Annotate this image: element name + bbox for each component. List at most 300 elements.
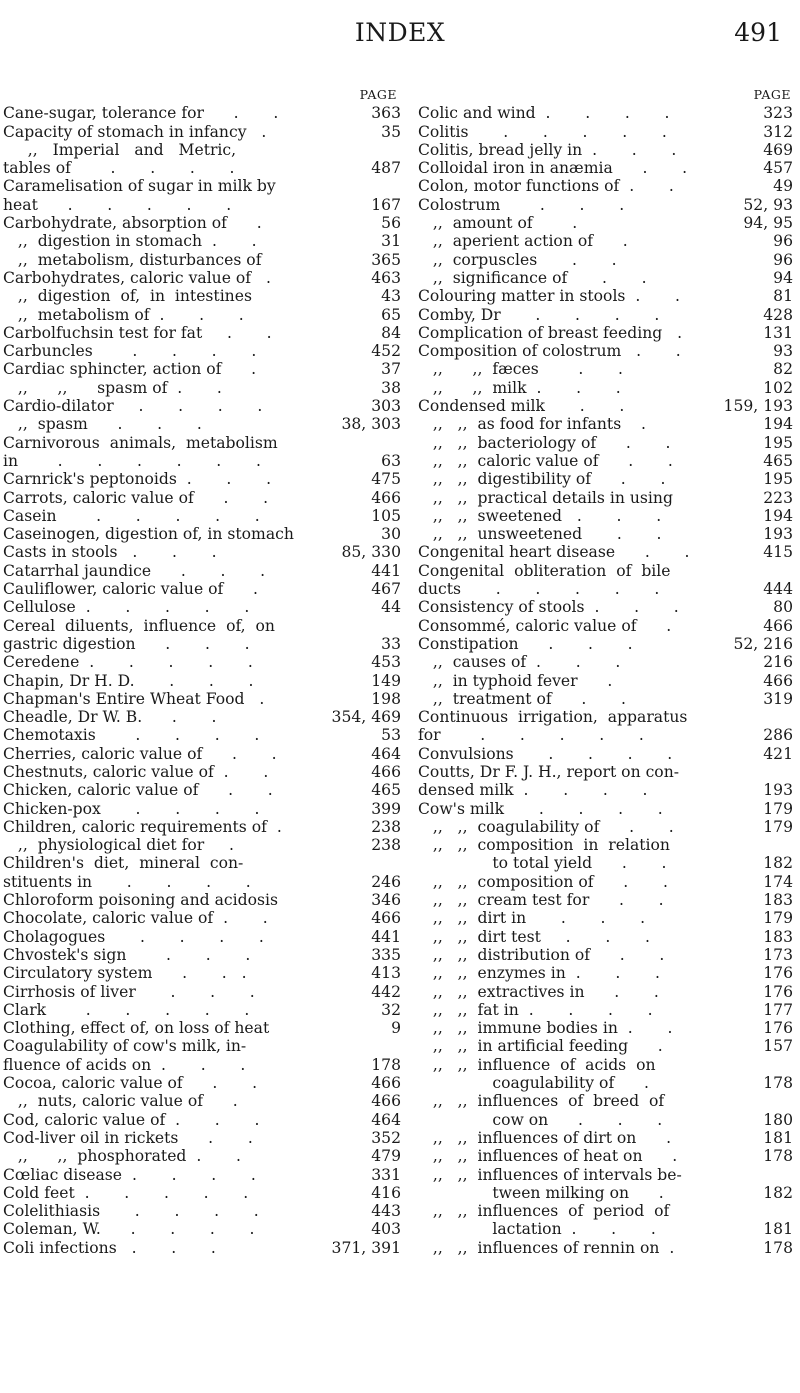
index-entry-term: for . . . . . — [418, 726, 644, 745]
index-entry — [418, 598, 793, 616]
index-entry-term: ,, ,, extractives in . . — [418, 982, 659, 1001]
index-entry-pages: 363 — [371, 104, 401, 123]
index-entry-term: Congenital obliteration of bile — [418, 561, 671, 580]
index-entry — [3, 1129, 401, 1147]
index-entry-pages: 319 — [763, 689, 793, 708]
index-entry-pages: 335 — [371, 945, 401, 964]
index-entry-term: Coleman, W. . . . . — [3, 1220, 255, 1239]
index-entry-term: Cardio-dilator . . . . — [3, 397, 263, 416]
index-entry — [418, 1111, 793, 1129]
index-entry-pages: 178 — [763, 1238, 793, 1257]
index-entry-term: ,, nuts, caloric value of . — [3, 1092, 238, 1111]
index-entry-term: Cod-liver oil in rickets . . — [3, 1128, 253, 1147]
index-entry-pages: 303 — [371, 397, 401, 416]
index-entry-term: Complication of breast feeding . — [418, 323, 683, 342]
index-entry-term: Carnivorous animals, metabolism — [3, 433, 278, 452]
index-entry-pages: 195 — [763, 470, 793, 489]
index-entry-term: Cœliac disease . . . . — [3, 1165, 256, 1184]
index-entry-term: Chicken, caloric value of . . — [3, 781, 273, 800]
index-entry-term: ,, metabolism, disturbances of — [3, 250, 262, 269]
page-column-heading: PAGE — [359, 87, 397, 102]
index-entry-pages: 465 — [763, 451, 793, 470]
index-entry — [418, 1056, 793, 1074]
index-entry — [3, 141, 401, 159]
index-entry — [418, 617, 793, 635]
index-entry — [418, 1220, 793, 1238]
index-entry-term: Chicken-pox . . . . — [3, 799, 260, 818]
index-entry-pages: 96 — [773, 250, 793, 269]
index-entry — [3, 104, 401, 122]
index-entry-term: ,, ,, composition of . . — [418, 872, 668, 891]
index-entry-term: ducts . . . . . — [418, 580, 660, 599]
index-entry — [3, 269, 401, 287]
index-entry-term: Children's diet, mineral con- — [3, 854, 244, 873]
index-entry-term: Consistency of stools . . . — [418, 598, 679, 617]
index-entry — [3, 177, 401, 195]
index-entry — [418, 635, 793, 653]
index-entry — [3, 525, 401, 543]
index-entry-term: ,, ,, dirt in . . . — [418, 909, 646, 928]
index-entry — [418, 470, 793, 488]
index-entry — [3, 1184, 401, 1202]
index-entry-term: ,, ,, enzymes in . . . — [418, 964, 660, 983]
index-entry-pages: 475 — [371, 470, 401, 489]
index-entry — [418, 1129, 793, 1147]
index-entry-pages: 194 — [763, 415, 793, 434]
index-entry-term: Condensed milk . . — [418, 397, 625, 416]
index-entry-term: Chloroform poisoning and acidosis — [3, 891, 278, 910]
index-entry-term: ,, ,, phosphorated . . — [3, 1147, 241, 1166]
index-entry-pages: 178 — [371, 1055, 401, 1074]
index-entry-pages: 176 — [763, 964, 793, 983]
index-entry — [418, 525, 793, 543]
index-entry — [418, 836, 793, 854]
index-entry-pages: 159, 193 — [723, 397, 793, 416]
index-entry-term: ,, Imperial and Metric, — [3, 140, 237, 159]
index-entry — [418, 306, 793, 324]
index-entry-term: Coutts, Dr F. J. H., report on con- — [418, 762, 680, 781]
index-entry-term: Children, caloric requirements of . — [3, 817, 282, 836]
index-entry-pages: 38 — [381, 378, 401, 397]
index-entry — [3, 1092, 401, 1110]
index-entry — [3, 672, 401, 690]
index-entry — [3, 653, 401, 671]
index-entry — [418, 214, 793, 232]
index-entry-pages: 371, 391 — [331, 1238, 401, 1257]
index-entry — [3, 1202, 401, 1220]
index-entry — [418, 379, 793, 397]
index-entry-term: Cane-sugar, tolerance for . . — [3, 104, 279, 123]
index-entry-pages: 33 — [381, 634, 401, 653]
index-entry — [3, 306, 401, 324]
index-entry-pages: 182 — [763, 854, 793, 873]
index-entry-pages: 466 — [371, 488, 401, 507]
index-entry-term: Catarrhal jaundice . . . — [3, 561, 266, 580]
index-entry — [418, 800, 793, 818]
index-entry — [418, 360, 793, 378]
index-entry-term: ,, corpuscles . . — [418, 250, 617, 269]
index-entry — [418, 1001, 793, 1019]
index-entry — [418, 818, 793, 836]
index-entry — [418, 415, 793, 433]
index-entry-pages: 487 — [371, 159, 401, 178]
index-entry — [3, 635, 401, 653]
index-entry — [418, 159, 793, 177]
index-entry-pages: 81 — [773, 287, 793, 306]
index-entry-pages: 174 — [763, 872, 793, 891]
index-entry — [3, 598, 401, 616]
index-entry-pages: 452 — [371, 342, 401, 361]
index-entry — [3, 470, 401, 488]
index-entry — [418, 489, 793, 507]
index-entry — [3, 781, 401, 799]
index-entry — [3, 983, 401, 1001]
index-entry — [418, 104, 793, 122]
index-entry-term: ,, ,, as food for infants . — [418, 415, 646, 434]
index-entry-pages: 194 — [763, 506, 793, 525]
index-entry-term: ,, ,, immune bodies in . . — [418, 1019, 673, 1038]
index-entry-pages: 183 — [763, 891, 793, 910]
index-entry — [418, 1147, 793, 1165]
index-entry-term: stituents in . . . . — [3, 872, 251, 891]
index-entry-term: Chocolate, caloric value of . . — [3, 909, 268, 928]
index-entry — [418, 946, 793, 964]
index-entry-pages: 352 — [371, 1128, 401, 1147]
index-entry-pages: 466 — [371, 1074, 401, 1093]
index-entry-pages: 463 — [371, 268, 401, 287]
index-entry — [3, 964, 401, 982]
index-entry — [3, 690, 401, 708]
index-entry-pages: 193 — [763, 781, 793, 800]
index-entry-pages: 180 — [763, 1110, 793, 1129]
index-entry-term: Colic and wind . . . . — [418, 104, 670, 123]
index-entry — [3, 251, 401, 269]
index-entry-term: ,, digestion of, in intestines — [3, 287, 252, 306]
index-entry — [3, 507, 401, 525]
index-entry-pages: 94 — [773, 268, 793, 287]
index-entry-term: ,, ,, fæces . . — [418, 360, 624, 379]
index-entry-pages: 102 — [763, 378, 793, 397]
index-entry-term: ,, physiological diet for . — [3, 836, 235, 855]
index-entry-term: Continuous irrigation, apparatus — [418, 708, 688, 727]
index-entry-pages: 346 — [371, 891, 401, 910]
index-entry — [418, 287, 793, 305]
index-entry — [418, 232, 793, 250]
index-entry — [418, 1239, 793, 1257]
index-entry-pages: 403 — [371, 1220, 401, 1239]
index-entry-pages: 457 — [763, 159, 793, 178]
index-entry — [3, 1147, 401, 1165]
index-entry-pages: 176 — [763, 982, 793, 1001]
index-entry — [3, 1166, 401, 1184]
index-entry — [3, 214, 401, 232]
index-entry-pages: 85, 330 — [341, 543, 401, 562]
index-entry — [3, 745, 401, 763]
index-entry-term: Carbohydrate, absorption of . — [3, 214, 262, 233]
index-entry-term: Caramelisation of sugar in milk by — [3, 177, 276, 196]
index-entry — [3, 232, 401, 250]
index-entry-pages: 37 — [381, 360, 401, 379]
index-entry-pages: 421 — [763, 744, 793, 763]
index-entry-pages: 413 — [371, 964, 401, 983]
index-entry-term: Colelithiasis . . . . — [3, 1202, 259, 1221]
index-entry-pages: 331 — [371, 1165, 401, 1184]
index-entry-term: ,, ,, bacteriology of . . — [418, 433, 671, 452]
index-entry — [418, 873, 793, 891]
index-entry — [3, 580, 401, 598]
index-entry-pages: 312 — [763, 122, 793, 141]
index-entry-pages: 428 — [763, 305, 793, 324]
index-entry-term: Clark . . . . . — [3, 1000, 250, 1019]
index-entry-term: ,, treatment of . . — [418, 689, 627, 708]
index-entry — [3, 397, 401, 415]
index-entry-pages: 9 — [391, 1019, 401, 1038]
index-entry-term: ,, ,, influences of heat on . — [418, 1147, 678, 1166]
index-entry — [418, 342, 793, 360]
index-entry-term: Colouring matter in stools . . — [418, 287, 680, 306]
index-entry — [3, 342, 401, 360]
index-entry-pages: 105 — [371, 506, 401, 525]
index-entry-term: ,, ,, cream test for . . — [418, 891, 664, 910]
index-entry-term: Circulatory system . . . — [3, 964, 247, 983]
index-entry-pages: 65 — [381, 305, 401, 324]
index-entry-pages: 181 — [763, 1128, 793, 1147]
index-entry — [418, 141, 793, 159]
index-entry-term: ,, ,, influences of breed of — [418, 1092, 665, 1111]
index-entry-pages: 238 — [371, 836, 401, 855]
index-entry — [3, 1056, 401, 1074]
index-entry-term: Caseinogen, digestion of, in stomach — [3, 525, 294, 544]
index-entry — [418, 708, 793, 726]
index-entry-pages: 149 — [371, 671, 401, 690]
index-entry — [418, 251, 793, 269]
index-entry — [418, 324, 793, 342]
index-entry — [418, 397, 793, 415]
index-entry-pages: 443 — [371, 1202, 401, 1221]
index-entry-term: Chemotaxis . . . . — [3, 726, 260, 745]
index-entry-term: Ceredene . . . . . — [3, 653, 253, 672]
index-entry — [3, 1074, 401, 1092]
index-entry-term: tween milking on . — [418, 1183, 664, 1202]
index-entry — [3, 708, 401, 726]
index-entry-pages: 246 — [371, 872, 401, 891]
index-entry — [418, 452, 793, 470]
index-entry — [3, 763, 401, 781]
index-entry-pages: 466 — [763, 671, 793, 690]
index-entry — [418, 928, 793, 946]
index-entry — [3, 854, 401, 872]
index-entry-term: Cod, caloric value of . . . — [3, 1110, 260, 1129]
index-entry — [3, 1001, 401, 1019]
index-entry-term: Comby, Dr . . . . — [418, 305, 660, 324]
index-entry-term: ,, ,, sweetened . . . — [418, 506, 662, 525]
index-entry-term: gastric digestion . . . — [3, 634, 250, 653]
index-entry-pages: 193 — [763, 525, 793, 544]
index-entry — [418, 123, 793, 141]
index-entry-pages: 49 — [773, 177, 793, 196]
index-entry-term: to total yield . . — [418, 854, 667, 873]
index-entry-pages: 82 — [773, 360, 793, 379]
index-entry-term: ,, ,, influences of period of — [418, 1202, 670, 1221]
index-entry-term: ,, ,, practical details in using — [418, 488, 673, 507]
index-entry — [3, 489, 401, 507]
index-entry — [418, 690, 793, 708]
index-entry-term: ,, ,, in artificial feeding . — [418, 1037, 663, 1056]
index-entry — [418, 580, 793, 598]
index-entry — [418, 434, 793, 452]
index-entry — [418, 1202, 793, 1220]
index-entry-pages: 467 — [371, 580, 401, 599]
index-entry — [3, 434, 401, 452]
page-column-heading: PAGE — [753, 87, 791, 102]
index-entry-term: ,, aperient action of . — [418, 232, 628, 251]
index-entry-term: Cauliflower, caloric value of . — [3, 580, 258, 599]
index-entry-pages: 173 — [763, 945, 793, 964]
index-entry — [3, 159, 401, 177]
index-entry-term: Casein . . . . . — [3, 506, 260, 525]
index-entry-term: lactation . . . — [418, 1220, 656, 1239]
index-entry-pages: 179 — [763, 799, 793, 818]
index-entry — [3, 1037, 401, 1055]
index-entry — [3, 415, 401, 433]
index-entry-pages: 38, 303 — [341, 415, 401, 434]
index-entry — [418, 543, 793, 561]
index-entry-pages: 469 — [763, 140, 793, 159]
index-entry-term: Carbohydrates, caloric value of . — [3, 268, 271, 287]
index-entry — [418, 653, 793, 671]
index-entry-term: ,, ,, fat in . . . . — [418, 1000, 653, 1019]
index-entry — [418, 1166, 793, 1184]
index-entry — [418, 672, 793, 690]
index-entry-term: Coagulability of cow's milk, in- — [3, 1037, 247, 1056]
index-entry-term: Colloidal iron in anæmia . . — [418, 159, 688, 178]
index-entry-term: ,, in typhoid fever . — [418, 671, 613, 690]
index-entry-pages: 178 — [763, 1074, 793, 1093]
index-entry-term: ,, ,, influences of rennin on . — [418, 1238, 675, 1257]
index-entry-term: Constipation . . . — [418, 634, 633, 653]
index-entry-term: ,, ,, influence of acids on — [418, 1055, 656, 1074]
index-entry — [3, 562, 401, 580]
index-entry — [3, 287, 401, 305]
index-entry — [3, 543, 401, 561]
index-entry-pages: 176 — [763, 1019, 793, 1038]
index-entry-term: ,, ,, influences of dirt on . — [418, 1128, 672, 1147]
index-entry-pages: 43 — [381, 287, 401, 306]
index-entry — [3, 452, 401, 470]
index-entry-term: ,, metabolism of . . . — [3, 305, 244, 324]
index-entry-pages: 465 — [371, 781, 401, 800]
index-entry-pages: 31 — [381, 232, 401, 251]
index-entry-term: Carbolfuchsin test for fat . . — [3, 323, 272, 342]
index-entry-pages: 179 — [763, 817, 793, 836]
index-entry-pages: 80 — [773, 598, 793, 617]
index-entry-pages: 238 — [371, 817, 401, 836]
index-entry — [3, 1220, 401, 1238]
index-entry-pages: 52, 93 — [743, 195, 793, 214]
index-entry-term: densed milk . . . . — [418, 781, 648, 800]
index-entry-pages: 365 — [371, 250, 401, 269]
index-entry-term: ,, ,, distribution of . . — [418, 945, 665, 964]
index-entry — [418, 507, 793, 525]
index-entry — [3, 360, 401, 378]
index-entry-term: Colitis . . . . . — [418, 122, 667, 141]
index-entry-pages: 181 — [763, 1220, 793, 1239]
index-entry — [418, 909, 793, 927]
index-entry — [418, 964, 793, 982]
index-entry-term: ,, ,, digestibility of . . — [418, 470, 666, 489]
index-entry-pages: 464 — [371, 1110, 401, 1129]
index-entry-pages: 94, 95 — [743, 214, 793, 233]
index-entry — [3, 123, 401, 141]
index-entry — [418, 983, 793, 1001]
index-entry — [3, 891, 401, 909]
index-entry-term: coagulability of . — [418, 1074, 649, 1093]
index-entry — [3, 946, 401, 964]
index-entry-term: Cardiac sphincter, action of . — [3, 360, 257, 379]
index-entry-term: ,, ,, composition in relation — [418, 836, 670, 855]
index-entry-pages: 198 — [371, 689, 401, 708]
index-entry — [418, 1037, 793, 1055]
index-entry-term: Cherries, caloric value of . . — [3, 744, 277, 763]
index-column-left — [3, 86, 401, 1257]
index-entry-pages: 30 — [381, 525, 401, 544]
index-entry — [418, 726, 793, 744]
index-entry-pages: 466 — [371, 1092, 401, 1111]
index-entry-term: Cheadle, Dr W. B. . . — [3, 708, 217, 727]
index-entry-pages: 223 — [763, 488, 793, 507]
index-entry-pages: 157 — [763, 1037, 793, 1056]
index-entry-pages: 177 — [763, 1000, 793, 1019]
index-entry-term: Cholagogues . . . . — [3, 927, 264, 946]
index-entry-pages: 466 — [371, 762, 401, 781]
index-entry-pages: 84 — [381, 323, 401, 342]
index-entry-term: ,, spasm . . . — [3, 415, 202, 434]
index-entry-term: ,, ,, spasm of . . — [3, 378, 222, 397]
index-entry — [3, 1111, 401, 1129]
index-entry-pages: 63 — [381, 451, 401, 470]
index-entry — [418, 745, 793, 763]
index-entry-pages: 183 — [763, 927, 793, 946]
index-entry — [3, 324, 401, 342]
page-number: 491 — [734, 18, 782, 47]
index-entry-pages: 167 — [371, 195, 401, 214]
index-entry-term: ,, digestion in stomach . . — [3, 232, 257, 251]
index-entry-pages: 131 — [763, 323, 793, 342]
index-entry-term: Cold feet . . . . . — [3, 1183, 249, 1202]
index-entry-pages: 195 — [763, 433, 793, 452]
index-entry-term: heat . . . . . — [3, 195, 232, 214]
index-entry-pages: 441 — [371, 927, 401, 946]
index-entry — [3, 1019, 401, 1037]
index-entry — [3, 800, 401, 818]
index-entry-pages: 93 — [773, 342, 793, 361]
index-entry-term: Congenital heart disease . . — [418, 543, 690, 562]
index-entry-pages: 178 — [763, 1147, 793, 1166]
index-entry-term: Consommé, caloric value of . — [418, 616, 672, 635]
index-entry-term: ,, ,, milk . . . — [418, 378, 621, 397]
index-entry-term: Chapman's Entire Wheat Food . — [3, 689, 265, 708]
index-entry — [3, 818, 401, 836]
index-entry-term: Colon, motor functions of . . — [418, 177, 674, 196]
index-entry-pages: 323 — [763, 104, 793, 123]
index-entry-pages: 216 — [763, 653, 793, 672]
index-entry-term: Convulsions . . . . — [418, 744, 673, 763]
index-entry-term: Carrots, caloric value of . . — [3, 488, 269, 507]
index-entry-term: Capacity of stomach in infancy . — [3, 122, 267, 141]
index-entry-pages: 52, 216 — [733, 634, 793, 653]
index-entry-term: Clothing, effect of, on loss of heat — [3, 1019, 270, 1038]
index-entry-pages: 35 — [381, 122, 401, 141]
